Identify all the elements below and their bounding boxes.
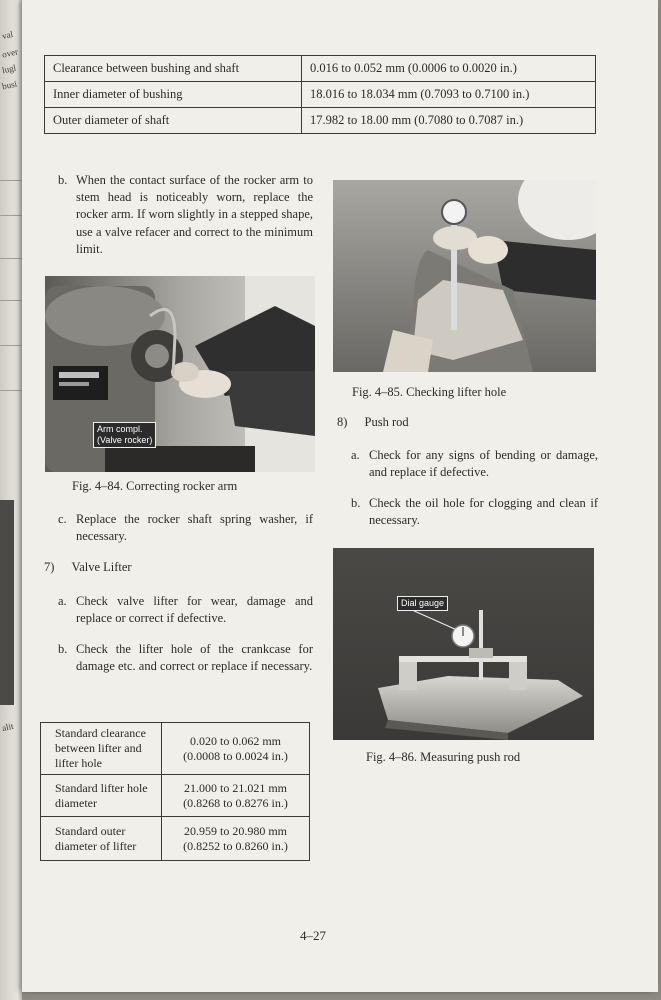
table-row — [41, 775, 310, 817]
table-row — [45, 82, 596, 108]
callout-line: (Valve rocker) — [97, 435, 153, 445]
lifter-hole-gauge-image — [333, 180, 596, 372]
item-8b-paragraph — [351, 495, 598, 529]
spec-value — [162, 723, 310, 775]
item-7b-paragraph — [58, 641, 313, 675]
item-marker: a. — [58, 594, 67, 608]
fig84-caption: Fig. 4–84. Correcting rocker arm — [72, 479, 238, 493]
adjacent-page-edge — [0, 0, 22, 1000]
spec-value — [162, 817, 310, 861]
section-title: Push rod — [364, 415, 409, 429]
page-number: 4–27 — [300, 928, 326, 943]
spec-value-imperial: (0.0008 to 0.0024 in.) — [183, 748, 288, 763]
spec-value-imperial: (0.8268 to 0.8276 in.) — [183, 795, 288, 810]
item-marker: a. — [351, 448, 360, 462]
section-8-heading — [337, 415, 409, 430]
item-8a-paragraph — [351, 447, 598, 481]
spec-label: Standard clearance between lifter and lifter hole — [41, 723, 162, 775]
bushing-spec-table — [44, 55, 596, 134]
spec-value: 18.016 to 18.034 mm (0.7093 to 0.7100 in.) — [302, 82, 596, 108]
spec-value-metric: 21.000 to 21.021 mm — [183, 780, 287, 795]
fig86-callout: Dial gauge — [397, 596, 448, 611]
section-title: Valve Lifter — [71, 560, 132, 574]
spec-label: Inner diameter of bushing — [45, 82, 302, 108]
fig85-caption: Fig. 4–85. Checking lifter hole — [352, 385, 507, 399]
item-marker: b. — [351, 496, 361, 510]
fig86-photo — [333, 548, 594, 740]
spec-label: Standard outer diameter of lifter — [41, 817, 162, 861]
adjacent-page-text: busi — [1, 78, 18, 92]
spec-value-metric: 20.959 to 20.980 mm — [183, 823, 287, 838]
fig85-photo — [333, 180, 596, 372]
table-row — [41, 817, 310, 861]
push-rod-dial-gauge-image — [333, 548, 594, 740]
section-7-heading — [44, 560, 132, 575]
item-text: Check the oil hole for clogging and clean if necessary. — [369, 496, 598, 528]
lifter-spec-table — [40, 722, 310, 861]
adjacent-page-text: val — [1, 28, 14, 42]
item-text: Check for any signs of bending or damage, and replace if defective. — [369, 448, 598, 480]
item-7a-paragraph — [58, 593, 313, 627]
spec-value: 0.016 to 0.052 mm (0.0006 to 0.0020 in.) — [302, 56, 596, 82]
item-text: Check the lifter hole of the crankcase for damage etc. and correct or replace if necessary. — [76, 642, 313, 674]
item-marker: b. — [58, 642, 68, 656]
item-b-paragraph — [58, 172, 313, 258]
fig84-callout — [93, 422, 156, 448]
spec-value-imperial: (0.8252 to 0.8260 in.) — [183, 838, 288, 853]
item-c-paragraph — [58, 511, 313, 545]
rocker-arm-grinder-image — [45, 276, 315, 472]
callout-line: Arm compl. — [97, 424, 143, 434]
adjacent-page-text: over — [1, 46, 19, 60]
spec-value-metric: 0.020 to 0.062 mm — [189, 733, 281, 748]
spec-label: Clearance between bushing and shaft — [45, 56, 302, 82]
section-number: 8) — [337, 415, 348, 429]
spec-value: 17.982 to 18.00 mm (0.7080 to 0.7087 in.) — [302, 108, 596, 134]
spec-value — [162, 775, 310, 817]
table-row — [41, 723, 310, 775]
item-text: When the contact surface of the rocker arm to stem head is noticeably worn, replace the rocker arm. If worn slightly in a stepped shape, use a valve refacer and correct to the minimum limit. — [76, 173, 313, 256]
spec-label: Standard lifter hole diameter — [41, 775, 162, 817]
spec-label: Outer diameter of shaft — [45, 108, 302, 134]
fig86-caption: Fig. 4–86. Measuring push rod — [366, 750, 521, 764]
section-number: 7) — [44, 560, 55, 574]
adjacent-page-text: alit — [1, 720, 15, 734]
item-marker: b. — [58, 173, 68, 187]
table-row — [45, 108, 596, 134]
fig84-photo — [45, 276, 315, 472]
item-text: Check valve lifter for wear, damage and replace or correct if defective. — [76, 594, 313, 626]
adjacent-page-text: lugl — [1, 62, 17, 76]
item-text: Replace the rocker shaft spring washer, if necessary. — [76, 512, 313, 544]
table-row — [45, 56, 596, 82]
item-marker: c. — [58, 512, 67, 526]
